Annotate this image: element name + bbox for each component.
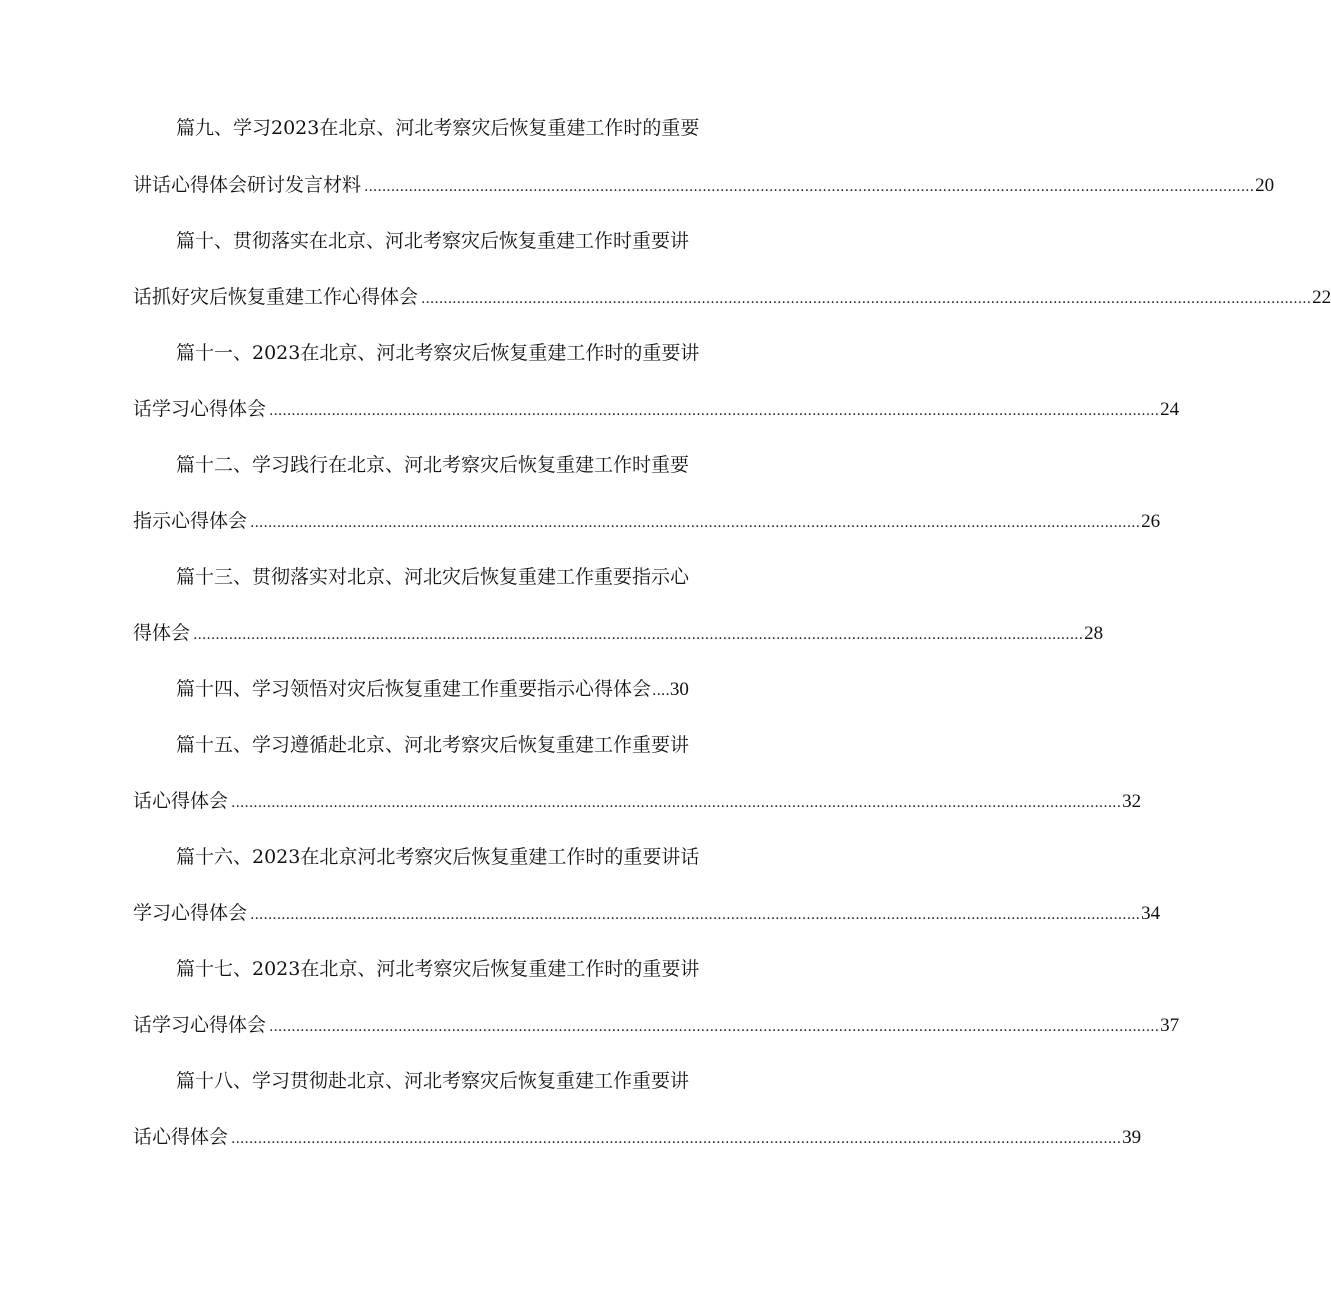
toc-entry-13-title[interactable]: 篇十三、贯彻落实对北京、河北灾后恢复重建工作重要指示心 xyxy=(176,566,690,588)
toc-entry-17-continuation[interactable] xyxy=(133,1008,1180,1042)
page-number: 28 xyxy=(1084,623,1104,644)
toc-entry-16-title[interactable]: 篇十六、2023在北京河北考察灾后恢复重建工作时的重要讲话 xyxy=(176,846,700,868)
page-number: 26 xyxy=(1141,511,1161,532)
dot-leader: ........................................................................................................................................................................................................ xyxy=(231,795,1122,811)
dot-leader: ........................................................................................................................................................................................................ xyxy=(421,291,1312,307)
toc-entry-9-title[interactable]: 篇九、学习2023在北京、河北考察灾后恢复重建工作时的重要 xyxy=(176,117,700,139)
dot-leader: ........................................................................................................................................................................................................ xyxy=(269,1019,1160,1035)
dot-leader: ........................................................................................................................................................................................................ xyxy=(193,627,1084,643)
page-number: 22 xyxy=(1312,287,1331,308)
dot-leader: ........................................................................................................................................................................................................ xyxy=(250,515,1141,531)
toc-entry-text: 话抓好灾后恢复重建工作心得体会 xyxy=(133,286,419,308)
toc-entry-text: 讲话心得体会研讨发言材料 xyxy=(133,174,362,196)
toc-entry-text: 学习心得体会 xyxy=(133,902,248,924)
page-number: 37 xyxy=(1160,1015,1180,1036)
page-number: 30 xyxy=(669,679,689,700)
toc-entry-18-title[interactable]: 篇十八、学习贯彻赴北京、河北考察灾后恢复重建工作重要讲 xyxy=(176,1070,690,1092)
toc-entry-10-continuation[interactable] xyxy=(133,280,1331,314)
toc-entry-17-title[interactable]: 篇十七、2023在北京、河北考察灾后恢复重建工作时的重要讲 xyxy=(176,958,700,980)
toc-entry-text: 话心得体会 xyxy=(133,1126,229,1148)
toc-entry-18-continuation[interactable] xyxy=(133,1120,1142,1154)
toc-entry-11-title[interactable]: 篇十一、2023在北京、河北考察灾后恢复重建工作时的重要讲 xyxy=(176,342,700,364)
page-number: 24 xyxy=(1160,399,1180,420)
page-number: 34 xyxy=(1141,903,1161,924)
toc-entry-14[interactable] xyxy=(176,672,736,706)
page-number: 32 xyxy=(1122,791,1142,812)
toc-entry-9-continuation[interactable] xyxy=(133,168,1275,202)
toc-entry-text: 指示心得体会 xyxy=(133,510,248,532)
dot-leader: ........................................................................................................................................................................................................ xyxy=(269,403,1160,419)
toc-entry-text: 话心得体会 xyxy=(133,790,229,812)
dot-leader-short: .... xyxy=(652,683,670,699)
toc-entry-12-continuation[interactable] xyxy=(133,504,1161,538)
dot-leader: ........................................................................................................................................................................................................ xyxy=(250,907,1141,923)
page-number: 20 xyxy=(1255,175,1275,196)
dot-leader: ........................................................................................................................................................................................................ xyxy=(364,179,1255,195)
toc-entry-text: 得体会 xyxy=(133,622,191,644)
toc-entry-10-title[interactable]: 篇十、贯彻落实在北京、河北考察灾后恢复重建工作时重要讲 xyxy=(176,230,690,252)
toc-entry-text: 话学习心得体会 xyxy=(133,398,267,420)
toc-entry-15-title[interactable]: 篇十五、学习遵循赴北京、河北考察灾后恢复重建工作重要讲 xyxy=(176,734,690,756)
toc-entry-11-continuation[interactable] xyxy=(133,392,1180,426)
dot-leader: ........................................................................................................................................................................................................ xyxy=(231,1131,1122,1147)
toc-entry-text: 话学习心得体会 xyxy=(133,1014,267,1036)
toc-entry-16-continuation[interactable] xyxy=(133,896,1161,930)
toc-entry-15-continuation[interactable] xyxy=(133,784,1142,818)
page-number: 39 xyxy=(1122,1127,1142,1148)
toc-entry-text: 篇十四、学习领悟对灾后恢复重建工作重要指示心得体会 xyxy=(176,678,652,700)
toc-entry-12-title[interactable]: 篇十二、学习践行在北京、河北考察灾后恢复重建工作时重要 xyxy=(176,454,690,476)
toc-entry-13-continuation[interactable] xyxy=(133,616,1104,650)
